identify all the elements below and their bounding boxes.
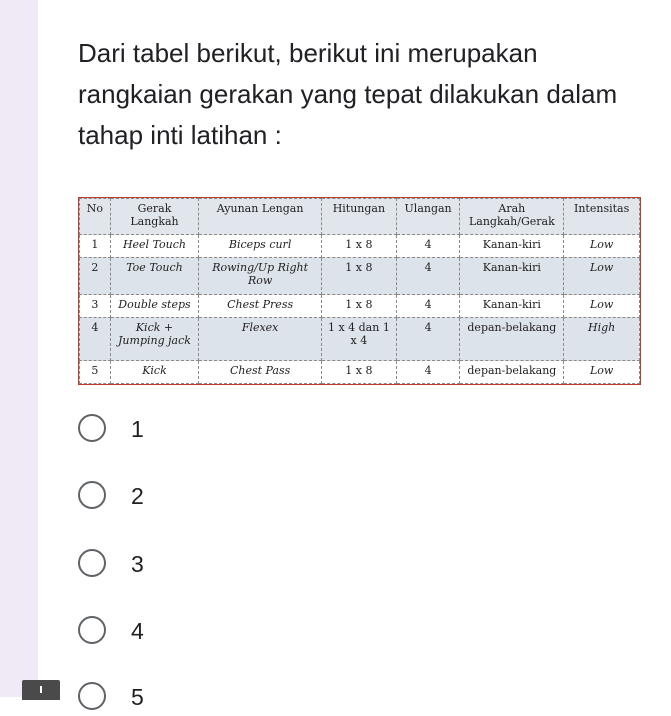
header-ulangan: Ulangan (396, 199, 460, 235)
option-label: 5 (131, 684, 144, 710)
cell-hitungan: 1 x 8 (322, 235, 397, 258)
cell-intensitas: Low (564, 235, 640, 258)
cell-ayunan: Flexex (199, 317, 322, 360)
cell-ulangan: 4 (396, 235, 460, 258)
table-row (80, 295, 640, 318)
cell-no: 5 (80, 361, 111, 384)
cell-hitungan: 1 x 8 (322, 295, 397, 318)
table-row (80, 361, 640, 384)
bottom-tab-handle[interactable] (22, 680, 60, 700)
option-label: 1 (131, 416, 144, 442)
table-row (80, 257, 640, 294)
option-label: 4 (131, 618, 144, 644)
question-text: Dari tabel berikut, berikut ini merupakan rangkaian gerakan yang tepat dilakukan dalam tahap inti latihan : (78, 38, 618, 150)
cell-ayunan: Rowing/Up Right Row (199, 257, 322, 294)
cell-ulangan: 4 (396, 257, 460, 294)
cell-gerak: Kick (110, 361, 198, 384)
cell-arah: Kanan-kiri (460, 257, 564, 294)
cell-ulangan: 4 (396, 295, 460, 318)
cell-no: 2 (80, 257, 111, 294)
cell-intensitas: Low (564, 295, 640, 318)
cell-hitungan: 1 x 8 (322, 361, 397, 384)
option-1[interactable] (78, 414, 278, 448)
radio-circle-icon[interactable] (78, 414, 106, 442)
cell-arah: depan-belakang (460, 317, 564, 360)
header-ayunan-lengan: Ayunan Lengan (199, 199, 322, 235)
cell-gerak: Kick + Jumping jack (110, 317, 198, 360)
radio-circle-icon[interactable] (78, 682, 106, 710)
header-gerak-langkah: Gerak Langkah (110, 199, 198, 235)
cell-hitungan: 1 x 4 dan 1 x 4 (322, 317, 397, 360)
table-row (80, 317, 640, 360)
cell-arah: Kanan-kiri (460, 295, 564, 318)
header-arah: Arah Langkah/Gerak (460, 199, 564, 235)
header-intensitas: Intensitas (564, 199, 640, 235)
option-label: 3 (131, 551, 144, 577)
left-sidebar-strip (0, 0, 38, 697)
cell-arah: depan-belakang (460, 361, 564, 384)
cell-intensitas: Low (564, 361, 640, 384)
cell-gerak: Double steps (110, 295, 198, 318)
cell-ulangan: 4 (396, 317, 460, 360)
option-4[interactable] (78, 616, 278, 650)
header-hitungan: Hitungan (322, 199, 397, 235)
option-label: 2 (131, 483, 144, 509)
cell-no: 3 (80, 295, 111, 318)
cell-intensitas: High (564, 317, 640, 360)
option-2[interactable] (78, 481, 278, 515)
cell-ayunan: Chest Press (199, 295, 322, 318)
cell-gerak: Heel Touch (110, 235, 198, 258)
cell-ulangan: 4 (396, 361, 460, 384)
option-3[interactable] (78, 549, 278, 583)
cell-no: 4 (80, 317, 111, 360)
cell-intensitas: Low (564, 257, 640, 294)
cell-gerak: Toe Touch (110, 257, 198, 294)
cell-hitungan: 1 x 8 (322, 257, 397, 294)
exercise-table-image (78, 197, 641, 385)
cell-ayunan: Chest Pass (199, 361, 322, 384)
radio-circle-icon[interactable] (78, 616, 106, 644)
table-row (80, 235, 640, 258)
option-5[interactable] (78, 682, 278, 716)
cell-ayunan: Biceps curl (199, 235, 322, 258)
exercise-table (79, 198, 640, 384)
cell-arah: Kanan-kiri (460, 235, 564, 258)
radio-circle-icon[interactable] (78, 481, 106, 509)
cell-no: 1 (80, 235, 111, 258)
tab-marker (40, 686, 42, 693)
radio-circle-icon[interactable] (78, 549, 106, 577)
header-no: No (80, 199, 111, 235)
